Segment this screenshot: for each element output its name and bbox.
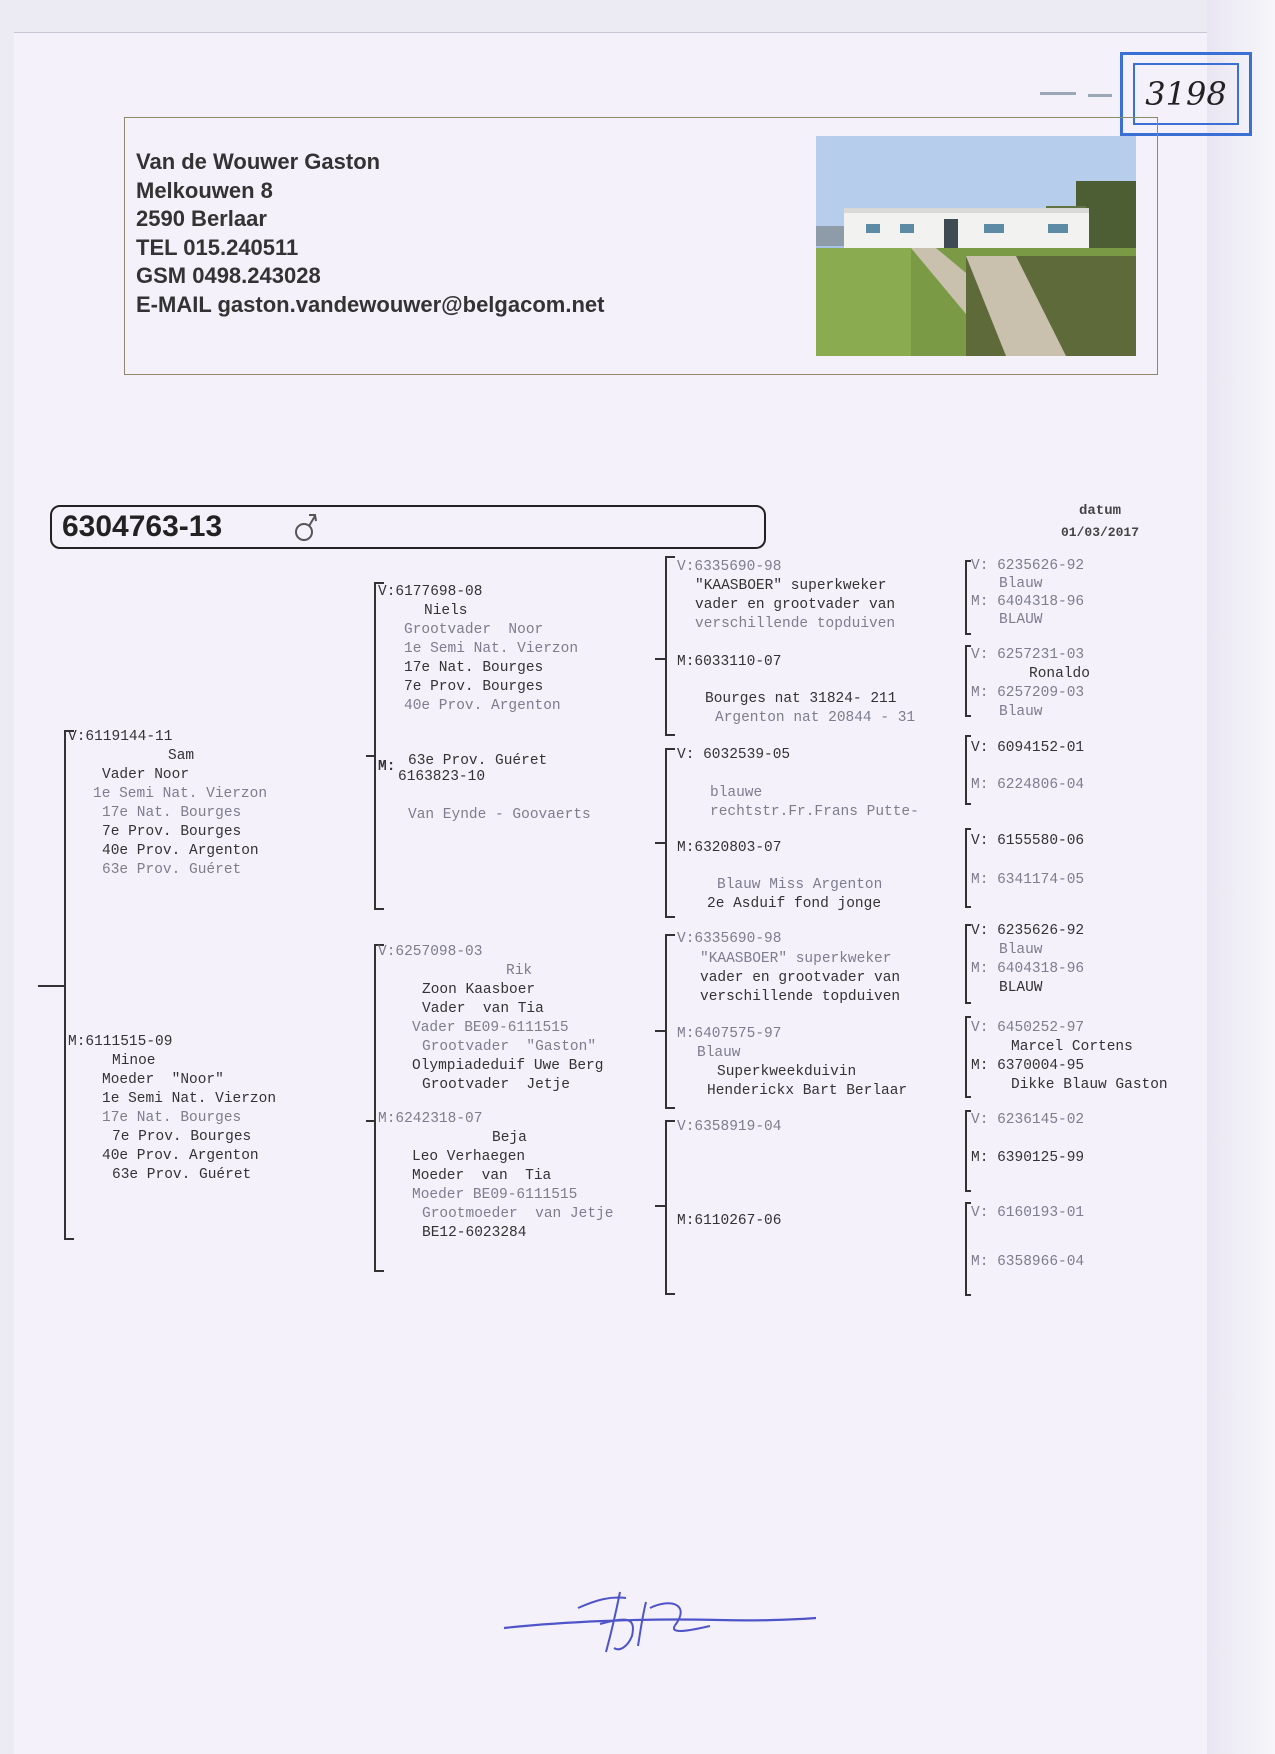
loft-photo	[816, 136, 1136, 356]
gen4-ring: M: 6404318-96	[971, 961, 1085, 977]
gen3-line: Bourges nat 31824- 211	[705, 691, 897, 707]
gen4-ring: V: 6236145-02	[971, 1112, 1085, 1128]
bracket-gen1	[64, 730, 74, 1240]
grandsire-name: Niels	[424, 603, 468, 619]
connector-line	[655, 658, 667, 660]
grandsire-line: Vader van Tia	[422, 1001, 544, 1017]
grandsire-line: Olympiadeduif Uwe Berg	[412, 1058, 604, 1074]
dash-mark	[1088, 94, 1112, 97]
owner-tel: TEL 015.240511	[136, 234, 299, 260]
page-left-edge	[0, 0, 14, 1754]
owner-name: Van de Wouwer Gaston	[136, 149, 381, 174]
grandsire-line: 1e Semi Nat. Vierzon	[404, 641, 579, 657]
grandsire-line: 40e Prov. Argenton	[404, 698, 561, 714]
gen3-line: vader en grootvader van	[695, 597, 896, 613]
gen3-line: rechtstr.Fr.Frans Putte-	[710, 804, 919, 820]
grandsire-ring: V:6257098-03	[378, 944, 483, 960]
gen3-ring: M:6407575-97	[677, 1026, 782, 1042]
gen3-ring: V:6335690-98	[677, 559, 782, 575]
parent-dam-line: 63e Prov. Guéret	[112, 1167, 252, 1183]
parent-dam-name: Minoe	[112, 1053, 156, 1069]
parent-dam-line: 40e Prov. Argenton	[102, 1148, 259, 1164]
gen4-ring: M: 6257209-03	[971, 685, 1085, 701]
gen3-ring: V:6358919-04	[677, 1119, 782, 1135]
connector-line	[655, 1030, 667, 1032]
parent-sire-line: Vader Noor	[102, 767, 190, 783]
connector-line	[655, 842, 667, 844]
owner-street: Melkouwen 8	[136, 177, 273, 203]
gen3-line: Blauw Miss Argenton	[717, 877, 883, 893]
gen4-ring: M: 6370004-95	[971, 1058, 1085, 1074]
parent-dam-line: Moeder "Noor"	[102, 1072, 224, 1088]
parent-dam-ring: M:6111515-09	[68, 1034, 173, 1050]
gen4-ring: M: 6390125-99	[971, 1150, 1085, 1166]
parent-sire-line: 17e Nat. Bourges	[102, 805, 242, 821]
granddam-ring: 6163823-10	[398, 769, 486, 785]
parent-sire-name: Sam	[168, 748, 195, 764]
gen4-line: Blauw	[999, 576, 1043, 592]
page-top-edge	[0, 0, 1275, 33]
dash-mark	[1040, 92, 1076, 95]
parent-dam-line: 17e Nat. Bourges	[102, 1110, 242, 1126]
granddam-line: 63e Prov. Guéret	[408, 753, 548, 769]
granddam-label: M:	[378, 759, 396, 775]
gen3-line: verschillende topduiven	[700, 989, 901, 1005]
parent-dam-line: 1e Semi Nat. Vierzon	[102, 1091, 277, 1107]
bracket-gen2-sire	[374, 582, 384, 910]
gen3-ring: V: 6032539-05	[677, 747, 791, 763]
parent-sire-line: 63e Prov. Guéret	[102, 862, 242, 878]
granddam-line: Grootmoeder van Jetje	[422, 1206, 614, 1222]
bracket-gen3	[665, 748, 675, 918]
gen4-line: Marcel Cortens	[1011, 1039, 1133, 1055]
grandsire-line: Grootvader Noor	[404, 622, 544, 638]
connector-line	[366, 755, 376, 757]
datum-block	[1050, 500, 1150, 544]
parent-sire-ring: V:6119144-11	[68, 729, 173, 745]
owner-city: 2590 Berlaar	[136, 206, 267, 231]
gen3-ring: V:6335690-98	[677, 931, 782, 947]
granddam-line: Van Eynde - Goovaerts	[408, 807, 591, 823]
gen3-line: Superkweekduivin	[717, 1064, 857, 1080]
gen4-ring: V: 6160193-01	[971, 1205, 1085, 1221]
connector-line	[655, 1205, 667, 1207]
granddam-ring: M:6242318-07	[378, 1111, 483, 1127]
gen4-ring: M: 6341174-05	[971, 872, 1085, 888]
gen4-ring: V: 6235626-92	[971, 923, 1085, 939]
gen4-ring: M: 6358966-04	[971, 1254, 1085, 1270]
gen3-line: "KAASBOER" superkweker	[695, 578, 887, 594]
connector-line	[366, 1120, 376, 1122]
gen4-ring: V: 6257231-03	[971, 647, 1085, 663]
gen4-line: Ronaldo	[1029, 666, 1090, 682]
gen4-line: Dikke Blauw Gaston	[1011, 1077, 1168, 1093]
grandsire-line: 7e Prov. Bourges	[404, 679, 544, 695]
gen4-line: Blauw	[999, 704, 1043, 720]
ring-number: 6304763-13	[62, 510, 223, 543]
gen4-ring: V: 6450252-97	[971, 1020, 1085, 1036]
gen3-ring: M:6110267-06	[677, 1213, 782, 1229]
gen3-line: verschillende topduiven	[695, 616, 896, 632]
gen3-ring: M:6033110-07	[677, 654, 782, 670]
gen3-line: vader en grootvader van	[700, 970, 901, 986]
gen3-line: Blauw	[697, 1045, 741, 1061]
bracket-gen3	[665, 1120, 675, 1295]
gen4-ring: M: 6224806-04	[971, 777, 1085, 793]
gen4-ring: V: 6155580-06	[971, 833, 1085, 849]
grandsire-line: 17e Nat. Bourges	[404, 660, 544, 676]
gen3-line: Henderickx Bart Berlaar	[707, 1083, 908, 1099]
parent-dam-line: 7e Prov. Bourges	[112, 1129, 252, 1145]
grandsire-line: Zoon Kaasboer	[422, 982, 536, 998]
granddam-line: BE12-6023284	[422, 1225, 527, 1241]
gen4-line: BLAUW	[999, 612, 1043, 628]
gen4-ring: M: 6404318-96	[971, 594, 1085, 610]
bracket-gen2-dam	[374, 944, 384, 1272]
bracket-gen3	[665, 934, 675, 1109]
connector-line	[38, 985, 64, 987]
gen4-ring: V: 6094152-01	[971, 740, 1085, 756]
granddam-line: Moeder van Tia	[412, 1168, 552, 1184]
gen3-line: "KAASBOER" superkweker	[700, 951, 892, 967]
grandsire-name: Rik	[506, 963, 533, 979]
gen4-ring: V: 6235626-92	[971, 558, 1085, 574]
parent-sire-line: 40e Prov. Argenton	[102, 843, 259, 859]
grandsire-line: Grootvader "Gaston"	[422, 1039, 597, 1055]
bracket-gen3	[665, 556, 675, 736]
granddam-line: Moeder BE09-6111515	[412, 1187, 578, 1203]
page-right-edge	[1207, 0, 1275, 1754]
gen3-line: blauwe	[710, 785, 763, 801]
gen3-line: Argenton nat 20844 - 31	[715, 710, 916, 726]
owner-email: E-MAIL gaston.vandewouwer@belgacom.net	[136, 291, 605, 317]
parent-sire-line: 7e Prov. Bourges	[102, 824, 242, 840]
grandsire-ring: V:6177698-08	[378, 584, 483, 600]
granddam-line: Leo Verhaegen	[412, 1149, 526, 1165]
datum-value: 01/03/2017	[1060, 525, 1139, 540]
gen4-line: Blauw	[999, 942, 1043, 958]
gen4-line: BLAUW	[999, 980, 1043, 996]
grandsire-line: Vader BE09-6111515	[412, 1020, 569, 1036]
grandsire-line: Grootvader Jetje	[422, 1077, 570, 1093]
owner-address	[136, 148, 604, 319]
parent-sire-line: 1e Semi Nat. Vierzon	[93, 786, 268, 802]
gen3-line: 2e Asduif fond jonge	[707, 896, 882, 912]
signature	[500, 1578, 820, 1658]
owner-gsm: GSM 0498.243028	[136, 263, 321, 288]
stamp-number: 3198	[1133, 63, 1239, 125]
male-symbol-icon	[292, 508, 320, 544]
datum-label: datum	[1078, 503, 1121, 519]
granddam-name: Beja	[492, 1130, 527, 1146]
gen3-ring: M:6320803-07	[677, 840, 782, 856]
